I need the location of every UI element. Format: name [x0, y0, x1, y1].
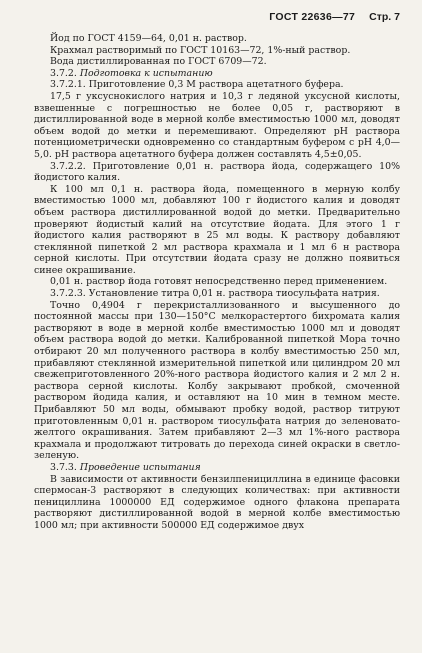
- standard-number: ГОСТ 22636—77: [269, 11, 356, 23]
- section-heading-test: [34, 462, 400, 474]
- section-heading-preparation: [34, 68, 400, 80]
- section-heading-text: 3.7.3. Проведение испытания: [50, 461, 201, 473]
- reagent-line-water: Вода дистиллированная по ГОСТ 6709—72.: [50, 56, 267, 68]
- paragraph-test: В зависимости от активности бензилпенициллина в единице фасовки спермосан-3 растворяют в следующих количествах: при активности пенициллина 1000000 ЕД содержимое одного флакона препарата растворяют дистиллированной водой в мерной колбе вместимостью 1000 мл; при активности 500000 ЕД содержимое двух: [34, 473, 400, 531]
- subsection-buffer-title: 3.7.2.1. Приготовление 0,3 М раствора ацетатного буфера.: [50, 79, 344, 91]
- paragraph-titre: Точно 0,4904 г перекристаллизованного и высушенного до постоянной массы при 130—150°С мелкорастертого бихромата калия растворяют в воде в мерной колбе вместимостью 1000 мл и доводят объем раствора водой до метки. Калиброванной пипеткой Мора точно отбирают 20 мл полученного раствора в колбу вместимостью 250 мл, прибавляют стеклянной измерительной пипеткой или цилиндром 20 мл свежеприготовленного 20%-ного раствора йодистого калия и 2 мл 2 н. раствора серной кислоты. Колбу закрывают пробкой, смоченной раствором йодида калия, и оставляют на 10 мин в темном месте. Прибавляют 50 мл воды, обмывают пробку водой, раствор титруют приготовленным 0,01 н. раствором тиосульфата натрия до зеленовато-желтого окрашивания. Затем прибавляют 2—3 мл 1%-ного раствора крахмала и продолжают титровать до перехода синей окраски в светло-зеленую.: [34, 299, 400, 462]
- page-header: [34, 8, 400, 26]
- document-body: [34, 33, 400, 532]
- paragraph-buffer: 17,5 г уксуснокислого натрия и 10,3 г ледяной уксусной кислоты, взвешенные с погрешностью не более 0,05 г, растворяют в дистиллированной воде в мерной колбе вместимостью 1000 мл, доводят объем водой до метки и перемешивают. Определяют рН раствора потенциометрически одновременно со стандартным буфером с рН 4,0—5,0. рН раствора ацетатного буфера должен составлять 4,5±0,05.: [34, 90, 400, 160]
- paragraph-iodine: К 100 мл 0,1 н. раствора йода, помещенного в мерную колбу вместимостью 1000 мл, добавляют 100 г йодистого калия и доводят объем раствора дистиллированной водой до метки. Предварительно проверяют йодистый калий на отсутствие йодата. Для этого 1 г йодистого калия растворяют в 25 мл воды. К раствору добавляют стеклянной пипеткой 2 мл раствора крахмала и 1 мл 6 н раствора серной кислоты. При отсутствии йодата сразу не должно появиться синее окрашивание.: [34, 183, 400, 276]
- subsection-titre-title: 3.7.2.3. Установление титра 0,01 н. раствора тиосульфата натрия.: [50, 288, 380, 300]
- paragraph-fresh-prep: 0,01 н. раствор йода готовят непосредственно перед применением.: [50, 276, 388, 288]
- section-heading-text: 3.7.2. Подготовка к испытанию: [50, 67, 213, 79]
- reagent-line-starch: Крахмал растворимый по ГОСТ 10163—72, 1%-ный раствор.: [50, 44, 351, 56]
- reagent-line-iodine: Йод по ГОСТ 4159—64, 0,01 н. раствор.: [50, 33, 247, 44]
- page-number: Стр. 7: [369, 11, 400, 23]
- subsection-iodine-title: 3.7.2.2. Приготовление 0,01 н. раствора йода, содержащего 10% йодистого калия.: [34, 160, 400, 184]
